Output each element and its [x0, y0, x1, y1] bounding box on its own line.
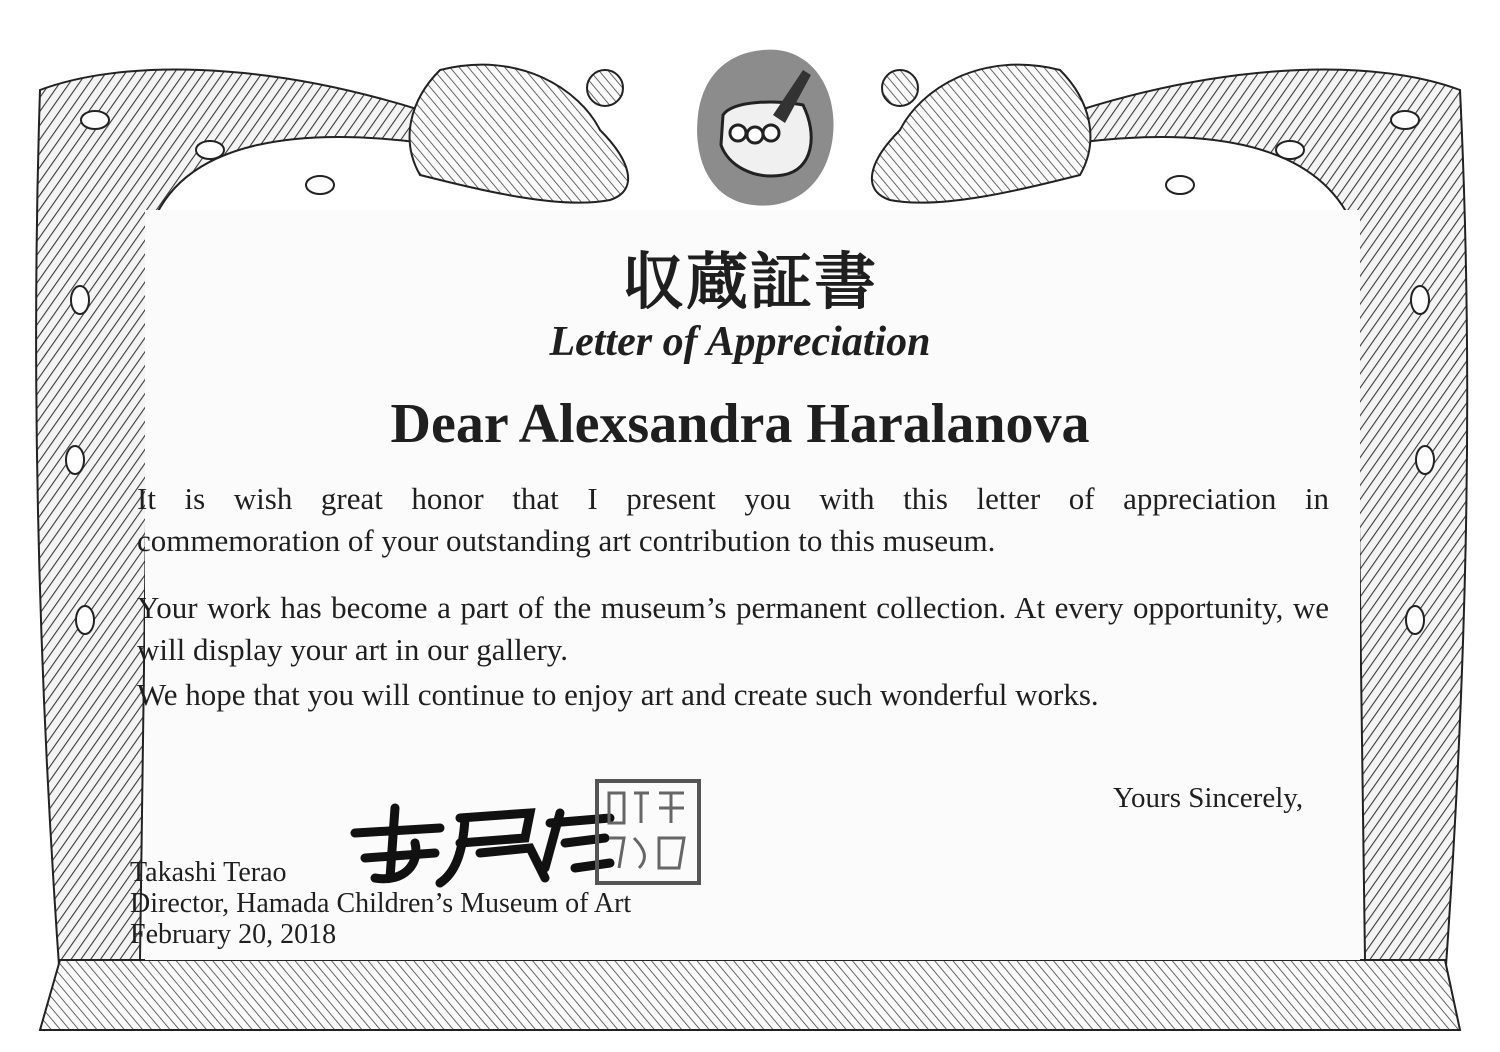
recipient-salutation: Dear Alexsandra Haralanova [390, 393, 1090, 455]
signer-title: Director, Hamada Children’s Museum of Art [130, 887, 632, 919]
certificate-title-japanese: 収蔵証書 [621, 245, 878, 318]
hand-holding-brush-logo [693, 45, 838, 210]
paragraph-appreciation [137, 478, 1329, 562]
signed-date: February 20, 2018 [130, 918, 337, 950]
paragraph-appreciation-line1: It is wish great honor that I present you with this letter of appreciation in [137, 481, 1329, 516]
signer-block [130, 858, 631, 950]
closing: Yours Sincerely, [1113, 782, 1304, 814]
paragraph-appreciation-line2: commemoration of your outstanding art contribution to this museum. [137, 523, 996, 559]
certificate-subtitle: Letter of Appreciation [549, 319, 931, 365]
paragraph-hope: We hope that you will continue to enjoy art and create such wonderful works. [137, 677, 1099, 712]
paragraph-collection: Your work has become a part of the museum’s permanent collection. At every opportunity, we will display your art in our gallery. [137, 590, 1329, 668]
signer-name: Takashi Terao [130, 857, 287, 888]
